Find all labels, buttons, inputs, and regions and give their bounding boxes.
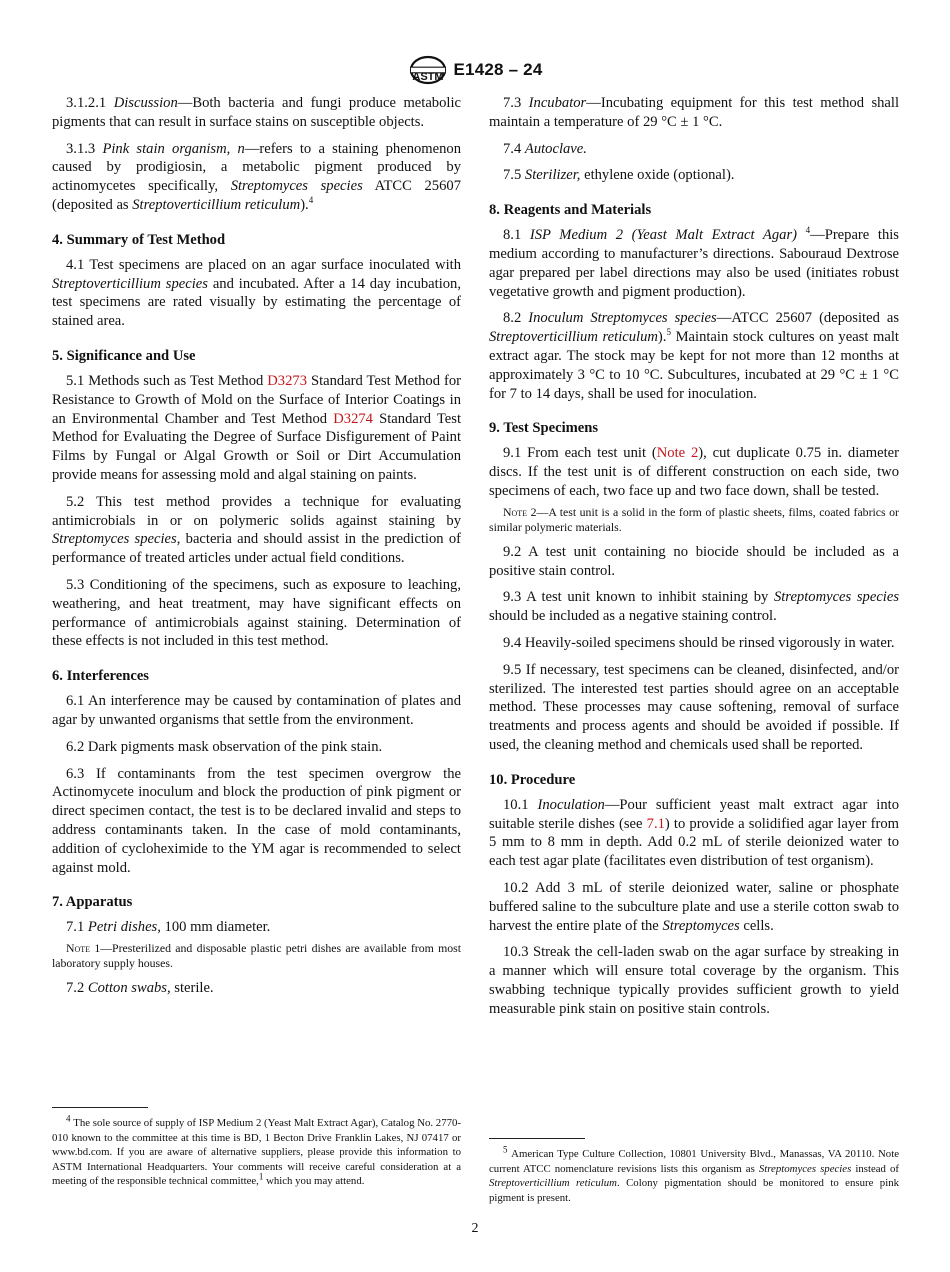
paragraph-9-2: 9.2 A test unit containing no biocide should be included as a positive stain control. [489, 543, 899, 579]
paragraph-8-1: 8.1 ISP Medium 2 (Yeast Malt Extract Agar) $^4$—Prepare this medium according to manufacturer’s directions. Sabouraud Dextrose agar prepared per label directions may also be used (initiates robust vegetative growth and pigment production). [489, 225, 899, 300]
footnote-ref[interactable]: 5 [666, 327, 671, 338]
paragraph-5-2: 5.2 This test method provides a technique for evaluating antimicrobials in or on polymeric solids against staining by Streptomyces species, bacteria and should assist in the prediction of performance of treated articles under actual field conditions. [52, 493, 461, 567]
paragraph-10-3: 10.3 Streak the cell-laden swab on the agar surface by streaking in a manner which will ensure total coverage by the organism. This swabbing technique typically provides sufficient growth to yield measurable pink stain on positive stain controls. [489, 944, 899, 1017]
paragraph-9-4: 9.4 Heavily-soiled specimens should be rinsed vigorously in water. [503, 634, 895, 651]
link-note-2[interactable]: Note 2 [656, 445, 699, 462]
footnote-ref[interactable]: 4 [805, 225, 811, 236]
page-header [0, 54, 950, 86]
section-heading-8: 8. Reagents and Materials [489, 202, 652, 219]
paragraph-5-1: 5.1 Methods such as Test Method D3273 Standard Test Method for Resistance to Growth of Mold on the Surface of Interior Coatings in an Environmental Chamber and Test Method D3274 Standard Test Method for Evaluating the Degree of Surface Disfigurement of Paint Films by Fungal or Algal Growth or Soil or Dirt Accumulation provide means for assessing mold and algal staining on paints. [52, 372, 461, 483]
paragraph-8-2: 8.2 Inoculum Streptomyces species—ATCC 25607 (deposited as Streptoverticillium reticulum).$^5$ Maintain stock cultures on yeast malt extract agar. The stock may be kept for not more than 12 months at approximately 3 °C to 10 °C. Subcultures, incubated at 29 °C ± 1 °C for 7 to 14 days, shall be used for inoculation. [489, 310, 900, 402]
paragraph-6-3: 6.3 If contaminants from the test specimen overgrow the Actinomycete inoculum and block the production of pink pigment or direct specimen contact, the test is to be declared invalid and steps to address contaminants taken. In the case of mold contaminants, addition of cycloheximide to the YM agar is recommended to select against mold. [52, 765, 461, 876]
astm-logo-icon [408, 54, 448, 86]
footnote-divider [489, 1138, 585, 1139]
paragraph-4-1: 4.1 Test specimens are placed on an agar surface inoculated with Streptoverticillium species and incubated. After a 14 day incubation, test specimens are rated visually by estimating the percentage of stained area. [52, 256, 461, 330]
paragraph-6-1: 6.1 An interference may be caused by contamination of plates and agar by unwanted organisms that settle from the environment. [52, 693, 461, 728]
left-column [52, 94, 461, 1006]
paragraph-10-2: 10.2 Add 3 mL of sterile deionized water, saline or phosphate buffered saline to the subculture plate and use a sterile cotton swab to harvest the entire plate of the Streptomyces cells. [489, 879, 899, 934]
paragraph-9-5: 9.5 If necessary, test specimens can be cleaned, disinfected, and/or sterilized. The interested test parties should agree on an acceptable method. These processes may cause softening, removal of surface treatments and process agents and should be avoided if possible. If used, the cleaning method and chemicals used shall be reported. [489, 661, 899, 753]
paragraph-7-1: 7.1 Petri dishes, 100 mm diameter. [66, 919, 271, 936]
footnotes-right [489, 1124, 899, 1205]
link-d3274[interactable]: D3274 [333, 410, 373, 427]
page-number: 2 [471, 1221, 479, 1236]
footnote-5: $^5$ American Type Culture Collection, 10801 University Blvd., Manassas, VA 20110. Note current ATCC nomenclature revisions lists this organism as Streptomyces species instead of Streptoverticillium reticulum. Colony pigmentation should be monitored to ensure pink pigment is present. [489, 1144, 899, 1204]
standard-designation: E1428 – 24 [453, 60, 543, 79]
paragraph-7-5: 7.5 Sterilizer, ethylene oxide (optional). [503, 167, 735, 184]
paragraph-3-1-3: 3.1.3 Pink stain organism, n—refers to a staining phenomenon caused by prodigiosin, a metabolic pigment produced by actinomycetes specifically, Streptomyces species ATCC 25607 (deposited as Streptoverticillium reticulum).$^4$ [52, 140, 462, 213]
footnote-ref[interactable]: 4 [308, 195, 314, 206]
right-column [489, 94, 899, 1026]
section-heading-10: 10. Procedure [489, 771, 576, 788]
paragraph-7-3: 7.3 Incubator—Incubating equipment for this test method shall maintain a temperature of 29 °C ± 1 °C. [489, 95, 900, 130]
paragraph-7-2: 7.2 Cotton swabs, sterile. [66, 980, 214, 997]
section-heading-9: 9. Test Specimens [489, 420, 599, 437]
footnotes-left [52, 1093, 461, 1189]
note-2: Note 2—A test unit is a solid in the form of plastic sheets, films, coated fabrics or similar polymeric materials. [489, 504, 899, 534]
section-heading-5: 5. Significance and Use [52, 347, 196, 364]
paragraph-9-3: 9.3 A test unit known to inhibit staining by Streptomyces species should be included as a negative staining control. [489, 589, 900, 625]
paragraph-10-1: 10.1 Inoculation—Pour sufficient yeast malt extract agar into suitable sterile dishes (see 7.1) to provide a solidified agar layer from 5 mm to 8 mm in depth. Add 0.2 mL of sterile deionized water to each test agar plate (facilitates even distribution of test organism). [489, 796, 899, 870]
section-heading-4: 4. Summary of Test Method [52, 231, 226, 248]
footnote-divider [52, 1107, 148, 1108]
paragraph-5-3: 5.3 Conditioning of the specimens, such as exposure to leaching, weathering, and heat treatment, may have significant effects on performance of antimicrobials against staining. Determination of these effects is not included in this test method. [52, 576, 461, 650]
paragraph-7-4: 7.4 Autoclave. [503, 140, 587, 157]
note-1: Note 1—Presterilized and disposable plastic petri dishes are available from most laboratory supply houses. [52, 941, 462, 971]
link-7-1[interactable]: 7.1 [646, 815, 665, 832]
paragraph-9-1: 9.1 From each test unit (Note 2), cut duplicate 0.75 in. diameter discs. If the test unit is of different construction on each side, two specimens of each, two face up and two face down, shall be tested. [489, 445, 899, 499]
astm-logo-text: ASTM [411, 71, 444, 83]
section-heading-7: 7. Apparatus [52, 894, 133, 911]
footnote-4: $^4$ The sole source of supply of ISP Medium 2 (Yeast Malt Extract Agar), Catalog No. 2770-010 known to the committee at this time is BD, 1 Becton Drive Franklin Lakes, NJ 07417 or www.bd.com. If you are aware of alternative suppliers, please provide this information to ASTM International Headquarters. Your comments will receive careful consideration at a meeting of the responsible technical committee,$^1$ which you may attend. [52, 1113, 461, 1188]
section-heading-6: 6. Interferences [52, 668, 149, 685]
paragraph-3-1-2-1: 3.1.2.1 Discussion—Both bacteria and fungi produce metabolic pigments that can result in surface stains on susceptible objects. [52, 95, 461, 130]
paragraph-6-2: 6.2 Dark pigments mask observation of the pink stain. [66, 738, 383, 755]
link-d3273[interactable]: D3273 [267, 372, 307, 389]
